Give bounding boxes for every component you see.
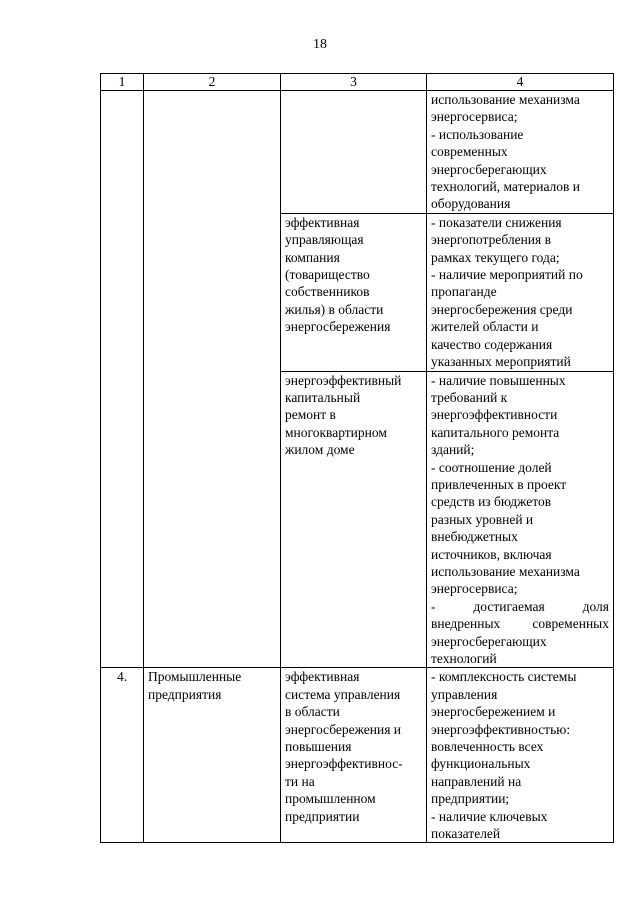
- row-number-cell: [101, 91, 144, 668]
- category-cell: [144, 668, 281, 843]
- word: достигаемая: [473, 598, 545, 614]
- indicator-cell: [427, 668, 614, 843]
- page-number: 18: [313, 37, 327, 52]
- word: современных: [532, 616, 609, 632]
- indicator-text: энергосберегающих технологий: [431, 633, 547, 666]
- word: внедренных: [431, 616, 501, 632]
- justified-line: [431, 598, 609, 615]
- criterion-cell: [281, 91, 427, 214]
- indicator-text: - наличие повышенных требований к энергоэффективности капитального ремонта зданий; - соотношение долей привлеченных в проект средств из бюджетов разных уровней и внебюджетных источников, включая использование механизма энергосервиса;: [431, 372, 580, 597]
- table-row: [101, 91, 614, 214]
- row-number-cell: 4.: [101, 668, 144, 843]
- indicator-text: использование механизма энергосервиса; - использование современных энергосберегающих технологий, материалов и оборудования: [431, 92, 581, 212]
- table-row: [101, 668, 614, 843]
- justified-line: [431, 615, 609, 632]
- criterion-text: эффективная система управления в области энергосбережения и повышения энергоэффективнос- ти на промышленном предприятии: [285, 669, 403, 824]
- criterion-cell: [281, 213, 427, 371]
- word: доля: [582, 598, 609, 614]
- column-header-3: 3: [281, 74, 427, 91]
- indicator-cell: [427, 91, 614, 214]
- criterion-cell: [281, 371, 427, 668]
- column-header-2: 2: [144, 74, 281, 91]
- document-table: [100, 73, 614, 843]
- column-header-1: 1: [101, 74, 144, 91]
- indicator-text: - комплексность системы управления энергосбережением и энергоэффективностью: вовлеченность всех функциональных направлений на предприятии; - наличие ключевых показателей: [431, 669, 577, 842]
- indicator-cell: [427, 213, 614, 371]
- criterion-cell: [281, 668, 427, 843]
- column-header-4: 4: [427, 74, 614, 91]
- table-header-row: [101, 74, 614, 91]
- indicator-text: - показатели снижения энергопотребления в рамках текущего года; - наличие мероприятий по пропаганде энергосбережения среди жителей области и качество содержания указанных мероприятий: [431, 214, 583, 370]
- criterion-text: энергоэффективный капитальный ремонт в многоквартирном жилом доме: [285, 372, 402, 458]
- indicator-cell: [427, 371, 614, 668]
- category-text: Промышленные предприятия: [148, 669, 242, 702]
- word: -: [431, 598, 436, 614]
- criterion-text: эффективная управляющая компания (товарищество собственников жилья) в области энергосбережения: [285, 214, 391, 335]
- category-cell: [144, 91, 281, 668]
